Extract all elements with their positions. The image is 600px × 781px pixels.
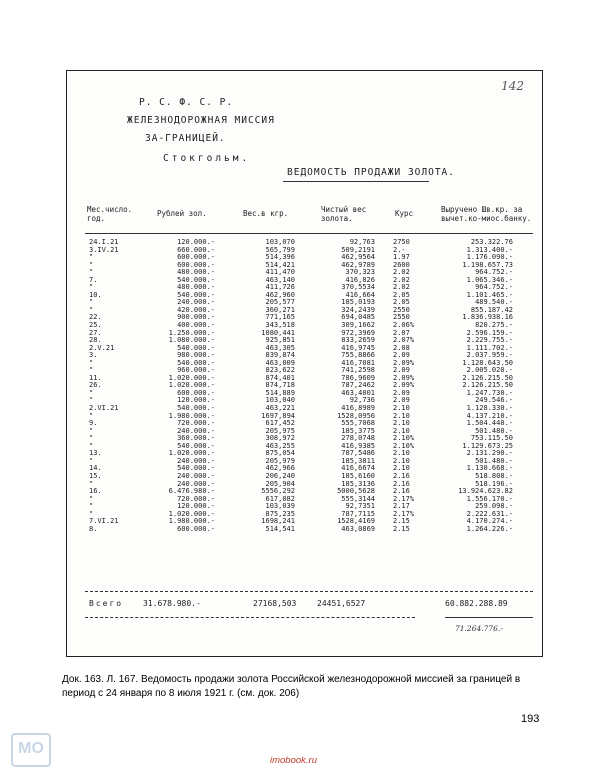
cell-proceeds: 259.098.-	[475, 502, 513, 511]
cell-date: 13.	[89, 449, 102, 458]
cell-proceeds: 753.115.50	[470, 434, 513, 443]
cell-date: 7.VI.21	[89, 517, 119, 526]
cell-weight: 5556,292	[261, 487, 295, 496]
cell-pure: 92,736	[349, 396, 375, 405]
cell-rubles: 1.980.000.-	[168, 411, 215, 420]
cell-date: 26.	[89, 381, 102, 390]
cell-pure: 416,8989	[341, 404, 375, 413]
cell-rubles: 360.000.-	[177, 434, 215, 443]
cell-proceeds: 1.504.440.-	[466, 419, 513, 428]
table-row	[67, 526, 542, 534]
cell-rubles: 240.000.-	[177, 456, 215, 465]
site-link[interactable]: imobook.ru	[270, 755, 317, 766]
cell-rubles: 400.000.-	[177, 321, 215, 330]
cell-rubles: 1.980.000.-	[168, 517, 215, 526]
cell-weight: 205,975	[265, 426, 295, 435]
totals-proceeds: 60.882.288.89	[445, 599, 508, 608]
cell-proceeds: 964.752.-	[475, 268, 513, 277]
table-row	[67, 390, 542, 398]
cell-weight: 463,140	[265, 275, 295, 284]
cell-weight: 565,799	[265, 245, 295, 254]
cell-proceeds: 501.480.-	[475, 426, 513, 435]
cell-rubles: 6.476.980.-	[168, 487, 215, 496]
cell-proceeds: 2.229.755.-	[466, 336, 513, 345]
cell-pure: 741,2598	[341, 366, 375, 375]
cell-rate: 2750	[393, 238, 410, 246]
cell-rate: 2.17	[393, 502, 410, 511]
cell-date: "	[89, 253, 94, 262]
cell-proceeds: 1.101.465.-	[466, 290, 513, 299]
cell-weight: 308,972	[265, 434, 295, 443]
cell-rate: 2.-	[393, 245, 406, 254]
cell-date: "	[89, 396, 94, 405]
cell-pure: 694,0485	[341, 313, 375, 322]
cell-rubles: 720.000.-	[177, 494, 215, 503]
cell-rate: 2.07%	[393, 336, 415, 345]
col-header-rubles: Рублей зол.	[157, 209, 207, 218]
cell-rubles: 1.020.000.-	[168, 373, 215, 382]
cell-rubles: 480.000.-	[177, 283, 215, 292]
cell-date: "	[89, 358, 94, 367]
cell-rate: 2.07	[393, 328, 410, 337]
cell-date: "	[89, 305, 94, 314]
cell-date: 7.	[89, 275, 98, 284]
cell-pure: 416,7081	[341, 358, 375, 367]
cell-rubles: 540.000.-	[177, 290, 215, 299]
cell-weight: 514,889	[265, 388, 295, 397]
cell-date: "	[89, 283, 94, 292]
cell-proceeds: 489.540.-	[475, 298, 513, 307]
cell-pure: 416,9385	[341, 441, 375, 450]
cell-weight: 463,009	[265, 358, 295, 367]
cell-rate: 2600	[393, 260, 410, 269]
cell-weight: 617,082	[265, 494, 295, 503]
cell-weight: 103,070	[265, 238, 295, 246]
cell-pure: 185,6160	[341, 471, 375, 480]
page-number: 193	[521, 713, 540, 725]
cell-date: 27.	[89, 328, 102, 337]
cell-proceeds: 1.556.170.-	[466, 494, 513, 503]
cell-proceeds: 2.131.290.-	[466, 449, 513, 458]
cell-proceeds: 1.247.730.-	[466, 388, 513, 397]
cell-rubles: 240.000.-	[177, 298, 215, 307]
cell-weight: 103,040	[265, 396, 295, 405]
cell-date: "	[89, 388, 94, 397]
cell-weight: 411,470	[265, 268, 295, 277]
cell-rate: 2.16	[393, 479, 410, 488]
cell-date: 11.	[89, 373, 102, 382]
cell-rubles: 600.000.-	[177, 388, 215, 397]
cell-date: "	[89, 366, 94, 375]
header-line-1: Р. С. Ф. С. Р.	[139, 97, 234, 108]
cell-weight: 343,518	[265, 321, 295, 330]
cell-proceeds: 1.130.668.-	[466, 464, 513, 473]
cell-proceeds: 518.808.-	[475, 471, 513, 480]
cell-rubles: 540.000.-	[177, 404, 215, 413]
cell-proceeds: 13.924.623.82	[458, 487, 513, 496]
cell-pure: 463,0869	[341, 524, 375, 533]
cell-weight: 874,718	[265, 381, 295, 390]
cell-proceeds: 1.264.226.-	[466, 524, 513, 533]
cell-rate: 2.08	[393, 343, 410, 352]
cell-weight: 514,396	[265, 253, 295, 262]
cell-weight: 839,874	[265, 351, 295, 360]
cell-date: 14.	[89, 464, 102, 473]
table-row	[67, 277, 542, 285]
cell-pure: 555,3144	[341, 494, 375, 503]
cell-weight: 205,577	[265, 298, 295, 307]
table-row	[67, 292, 542, 300]
cell-pure: 185,3775	[341, 426, 375, 435]
cell-pure: 463,4001	[341, 388, 375, 397]
col-header-date: Мес.число. год.	[87, 205, 133, 223]
cell-proceeds: 2.596.159.-	[466, 328, 513, 337]
cell-date: "	[89, 268, 94, 277]
cell-rubles: 480.000.-	[177, 268, 215, 277]
table-row	[67, 314, 542, 322]
cell-weight: 463,255	[265, 441, 295, 450]
cell-rate: 2.05	[393, 298, 410, 307]
cell-weight: 875,235	[265, 509, 295, 518]
cell-weight: 514,421	[265, 260, 295, 269]
col-header-rate: Курс	[395, 209, 414, 218]
cell-pure: 370,5534	[341, 283, 375, 292]
cell-rubles: 1.020.000.-	[168, 509, 215, 518]
cell-date: "	[89, 298, 94, 307]
col-header-proceeds: Выручено Шв.кр. за вычет.ко-миос.банку.	[441, 205, 532, 223]
totals-pure: 24451,6527	[317, 599, 366, 608]
cell-pure: 416,664	[345, 290, 375, 299]
cell-pure: 755,8866	[341, 351, 375, 360]
cell-weight: 103,039	[265, 502, 295, 511]
cell-pure: 309,1662	[341, 321, 375, 330]
cell-weight: 462,966	[265, 464, 295, 473]
cell-weight: 1080,441	[261, 328, 295, 337]
cell-proceeds: 4.170.274.-	[466, 517, 513, 526]
cell-weight: 874,401	[265, 373, 295, 382]
totals-label: Всего	[89, 599, 124, 608]
col-header-weight: Вес.в кгр.	[243, 209, 289, 218]
cell-weight: 411,726	[265, 283, 295, 292]
cell-proceeds: 2.037.959.-	[466, 351, 513, 360]
cell-rate: 2.09	[393, 366, 410, 375]
cell-rubles: 120.000.-	[177, 238, 215, 246]
cell-weight: 205,979	[265, 456, 295, 465]
cell-rate: 2.15	[393, 517, 410, 526]
cell-date: "	[89, 479, 94, 488]
col-header-pure: Чистый вес золота.	[321, 205, 367, 223]
cell-proceeds: 1.198.657.73	[462, 260, 513, 269]
cell-date: 16.	[89, 487, 102, 496]
cell-rubles: 720.000.-	[177, 419, 215, 428]
cell-pure: 92,7351	[345, 502, 375, 511]
cell-rate: 2.10	[393, 419, 410, 428]
cell-pure: 509,2191	[341, 245, 375, 254]
cell-rate: 2.17%	[393, 494, 415, 503]
cell-weight: 360,271	[265, 305, 295, 314]
cell-rubles: 900.000.-	[177, 313, 215, 322]
cell-rate: 2.16	[393, 487, 410, 496]
cell-date: "	[89, 426, 94, 435]
cell-date: "	[89, 434, 94, 443]
cell-date: 28.	[89, 336, 102, 345]
cell-rate: 2.02	[393, 275, 410, 284]
cell-date: 8.	[89, 524, 98, 533]
cell-rubles: 1.250.000.-	[168, 328, 215, 337]
cell-pure: 787,2462	[341, 381, 375, 390]
table-body	[67, 239, 542, 533]
cell-rubles: 120.000.-	[177, 502, 215, 511]
cell-rubles: 660.000.-	[177, 245, 215, 254]
cell-weight: 1698,241	[261, 517, 295, 526]
totals-weight: 27168,503	[253, 599, 297, 608]
cell-date: 2.V.21	[89, 343, 115, 352]
figure-caption: Док. 163. Л. 167. Ведомость продажи золота Российской железнодорожной миссией за границей в период с 24 января по 8 июля 1921 г. (см. док. 206)	[62, 674, 521, 699]
cell-rate: 2550	[393, 305, 410, 314]
cell-proceeds: 820.275.-	[475, 321, 513, 330]
cell-pure: 555,7068	[341, 419, 375, 428]
cell-pure: 1528,0956	[337, 411, 375, 420]
cell-rate: 2.09%	[393, 358, 415, 367]
document-scan	[66, 70, 543, 657]
cell-rate: 2.10	[393, 464, 410, 473]
cell-rate: 1.97	[393, 253, 410, 262]
cell-rubles: 1.020.000.-	[168, 381, 215, 390]
cell-pure: 185,3811	[341, 456, 375, 465]
header-line-4: Стокгольм.	[163, 153, 251, 164]
cell-date: "	[89, 441, 94, 450]
header-rule	[85, 233, 533, 234]
cell-rate: 2.09	[393, 388, 410, 397]
cell-pure: 185,0193	[341, 298, 375, 307]
cell-proceeds: 1.128.330.-	[466, 404, 513, 413]
table-row	[67, 262, 542, 270]
cell-rubles: 1.080.000.-	[168, 336, 215, 345]
cell-date: 3.	[89, 351, 98, 360]
table-row	[67, 420, 542, 428]
cell-rate: 2.09%	[393, 373, 415, 382]
cell-proceeds: 855.187.42	[470, 305, 513, 314]
cell-proceeds: 253.322.76	[470, 238, 513, 246]
cell-rate: 2550	[393, 313, 410, 322]
cell-date: 25.	[89, 321, 102, 330]
cell-rate: 2.10%	[393, 434, 415, 443]
cell-rate: 2.09	[393, 351, 410, 360]
cell-date: 22.	[89, 313, 102, 322]
cell-proceeds: 1.836.938.16	[462, 313, 513, 322]
cell-rate: 2.10	[393, 404, 410, 413]
table-row	[67, 473, 542, 481]
cell-date: "	[89, 456, 94, 465]
handwritten-total: 71.264.776.-	[455, 624, 503, 633]
cell-rubles: 240.000.-	[177, 426, 215, 435]
cell-rubles: 980.000.-	[177, 351, 215, 360]
cell-proceeds: 1.128.643.50	[462, 358, 513, 367]
cell-pure: 1528,4169	[337, 517, 375, 526]
cell-proceeds: 2.126.215.50	[462, 381, 513, 390]
cell-pure: 324,2439	[341, 305, 375, 314]
cell-proceeds: 2.222.631.-	[466, 509, 513, 518]
cell-date: "	[89, 411, 94, 420]
totals-rule-bottom	[85, 617, 415, 618]
cell-weight: 463,221	[265, 404, 295, 413]
totals-rule	[85, 591, 533, 592]
cell-rate: 2.15	[393, 524, 410, 533]
cell-rubles: 1.020.000.-	[168, 449, 215, 458]
cell-date: 10.	[89, 290, 102, 299]
gold-sales-statement	[67, 71, 542, 656]
table-row	[67, 465, 542, 473]
cell-rate: 2.05	[393, 290, 410, 299]
cell-date: "	[89, 502, 94, 511]
title-underline	[283, 181, 429, 182]
cell-proceeds: 518.196.-	[475, 479, 513, 488]
cell-proceeds: 249.546.-	[475, 396, 513, 405]
cell-weight: 823,622	[265, 366, 295, 375]
cell-pure: 370,323	[345, 268, 375, 277]
cell-rate: 2.09	[393, 396, 410, 405]
cell-pure: 787,5486	[341, 449, 375, 458]
cell-rubles: 240.000.-	[177, 471, 215, 480]
cell-pure: 416,826	[345, 275, 375, 284]
cell-proceeds: 1.111.702.-	[466, 343, 513, 352]
cell-rate: 2.10%	[393, 441, 415, 450]
cell-rubles: 540.000.-	[177, 358, 215, 367]
cell-proceeds: 501.480.-	[475, 456, 513, 465]
statement-title: ВЕДОМОСТЬ ПРОДАЖИ ЗОЛОТА.	[287, 167, 455, 178]
cell-pure: 185,3136	[341, 479, 375, 488]
cell-pure: 5000,5628	[337, 487, 375, 496]
header-line-2: ЖЕЛЕЗНОДОРОЖНАЯ МИССИЯ	[127, 115, 275, 126]
cell-rubles: 600.000.-	[177, 524, 215, 533]
cell-rubles: 600.000.-	[177, 260, 215, 269]
cell-rubles: 960.000.-	[177, 366, 215, 375]
cell-rate: 2.10	[393, 411, 410, 420]
cell-rubles: 540.000.-	[177, 275, 215, 284]
cell-date: 3.IV.21	[89, 245, 119, 254]
cell-proceeds: 2.126.215.50	[462, 373, 513, 382]
cell-rate: 2.02	[393, 268, 410, 277]
cell-weight: 463,305	[265, 343, 295, 352]
cell-rate: 2.10	[393, 426, 410, 435]
cell-rate: 2.02	[393, 283, 410, 292]
cell-proceeds: 4.137.210.-	[466, 411, 513, 420]
cell-date: 15.	[89, 471, 102, 480]
cell-rate: 2.09%	[393, 381, 415, 390]
table-row	[67, 496, 542, 504]
cell-rubles: 420.000.-	[177, 305, 215, 314]
cell-rubles: 540.000.-	[177, 343, 215, 352]
cell-pure: 833,2659	[341, 336, 375, 345]
cell-pure: 462,9564	[341, 253, 375, 262]
cell-proceeds: 1.065.346.-	[466, 275, 513, 284]
cell-weight: 514,541	[265, 524, 295, 533]
proceeds-rule	[445, 617, 533, 618]
cell-weight: 206,240	[265, 471, 295, 480]
cell-rubles: 240.000.-	[177, 479, 215, 488]
cell-date: "	[89, 509, 94, 518]
cell-rate: 2.06%	[393, 321, 415, 330]
cell-proceeds: 1.176.090.-	[466, 253, 513, 262]
archive-page-mark: 142	[501, 79, 524, 93]
cell-date: "	[89, 494, 94, 503]
header-line-3: ЗА-ГРАНИЦЕЙ.	[145, 133, 226, 144]
cell-weight: 771,165	[265, 313, 295, 322]
cell-rubles: 600.000.-	[177, 253, 215, 262]
table-row	[67, 450, 542, 458]
cell-proceeds: 2.005.020.-	[466, 366, 513, 375]
cell-proceeds: 964.752.-	[475, 283, 513, 292]
cell-weight: 875,054	[265, 449, 295, 458]
cell-pure: 972,3969	[341, 328, 375, 337]
cell-weight: 462,960	[265, 290, 295, 299]
cell-weight: 617,452	[265, 419, 295, 428]
cell-pure: 416,9745	[341, 343, 375, 352]
cell-rubles: 540.000.-	[177, 464, 215, 473]
cell-proceeds: 1.129.673.25	[462, 441, 513, 450]
cell-pure: 786,9609	[341, 373, 375, 382]
cell-rate: 2.17%	[393, 509, 415, 518]
cell-date: 2.VI.21	[89, 404, 119, 413]
cell-pure: 416,6674	[341, 464, 375, 473]
cell-date: "	[89, 260, 94, 269]
cell-weight: 925,851	[265, 336, 295, 345]
cell-rate: 2.10	[393, 449, 410, 458]
cell-pure: 787,7115	[341, 509, 375, 518]
cell-date: 9.	[89, 419, 98, 428]
cell-pure: 462,9789	[341, 260, 375, 269]
cell-weight: 1697,894	[261, 411, 295, 420]
totals-rubles: 31.678.980.-	[143, 599, 201, 608]
cell-pure: 92,763	[349, 238, 375, 246]
cell-rubles: 120.000.-	[177, 396, 215, 405]
cell-rubles: 540.000.-	[177, 441, 215, 450]
totals-row	[67, 599, 542, 611]
cell-rate: 2.10	[393, 456, 410, 465]
publisher-logo: МО	[11, 733, 51, 767]
cell-pure: 278,0748	[341, 434, 375, 443]
cell-date: 24.I.21	[89, 238, 119, 246]
cell-weight: 205,904	[265, 479, 295, 488]
cell-rate: 2.16	[393, 471, 410, 480]
cell-proceeds: 1.313.400.-	[466, 245, 513, 254]
